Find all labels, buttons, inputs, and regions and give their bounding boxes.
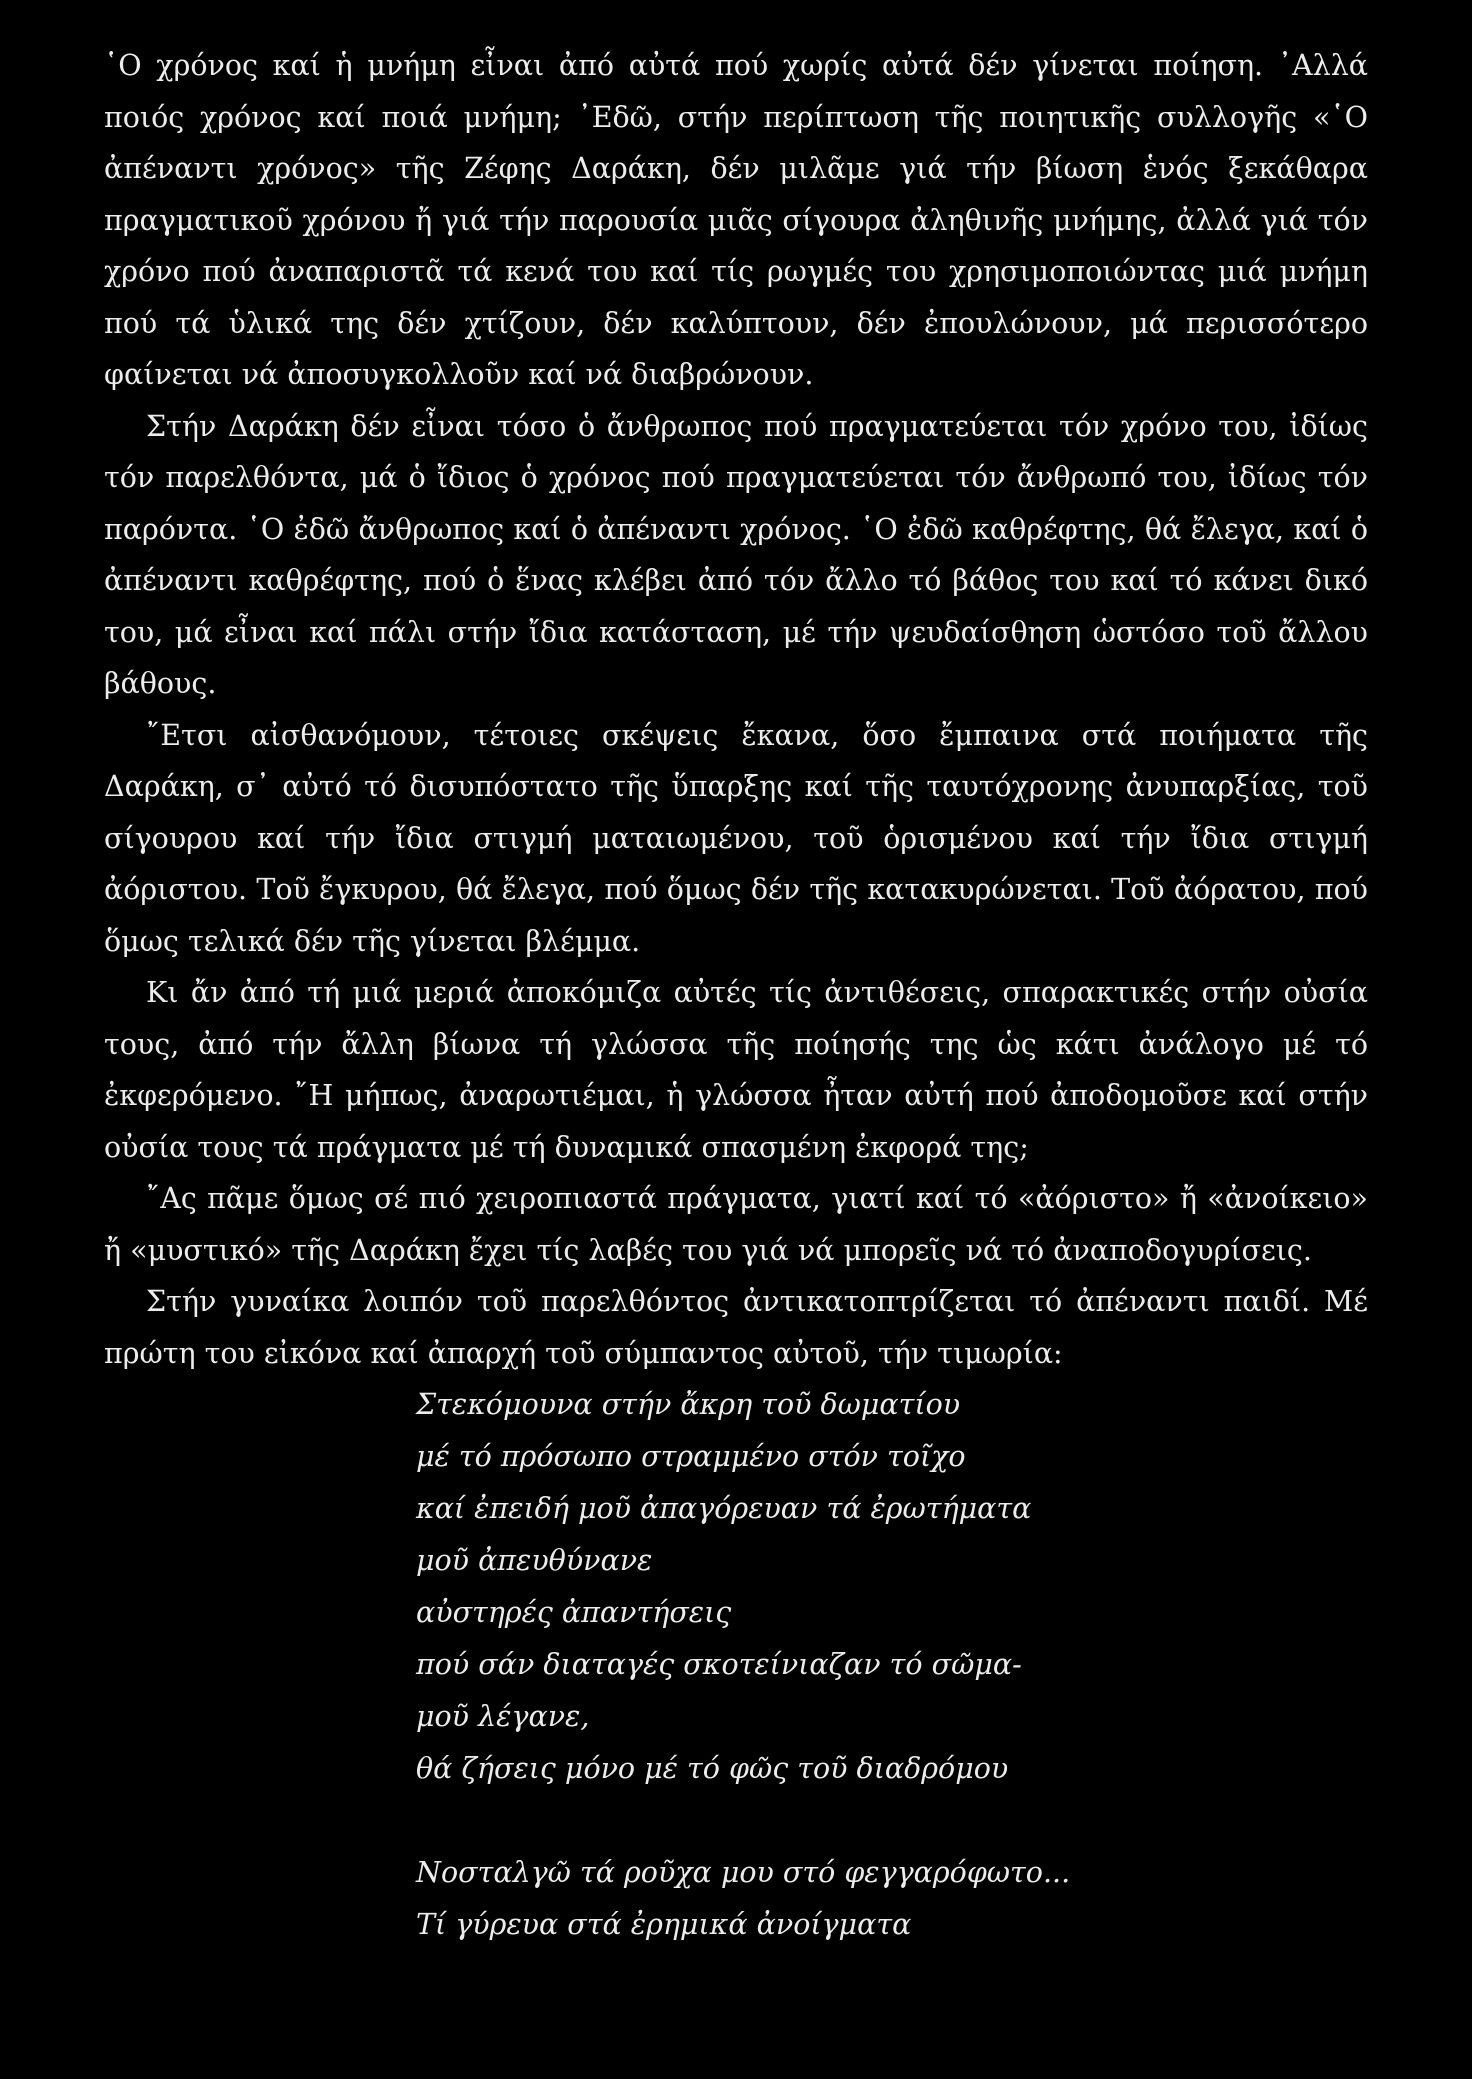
essay-text [104, 40, 1368, 1379]
poem-line: Στεκόμουνα στήν ἄκρη τοῦ δωματίου [416, 1388, 961, 1421]
poem-line: Νοσταλγῶ τά ροῦχα μου στό φεγγαρόφωτο... [416, 1856, 1071, 1889]
paragraph-5: ῎Ας πᾶμε ὅμως σέ πιό χειροπιαστά πράγματα, γιατί καί τό «ἀόριστο» ἤ «ἀνοίκειο» ἤ «μυστικό» τῆς Δαράκη ἔχει τίς λαβές του γιά νά μπορεῖς νά τό ἀναποδογυρίσεις. [104, 1182, 1368, 1267]
poem-line: μοῦ λέγανε, [416, 1700, 590, 1733]
paragraph-6: Στήν γυναίκα λοιπόν τοῦ παρελθόντος ἀντικατοπτρίζεται τό ἀπέναντι παιδί. Μέ πρώτη του εἰκόνα καί ἀπαρχή τοῦ σύμπαντος αὐτοῦ, τήν τιμωρία: [104, 1285, 1368, 1370]
paragraph-3: ῎Ετσι αἰσθανόμουν, τέτοιες σκέψεις ἔκανα, ὅσο ἔμπαινα στά ποιήματα τῆς Δαράκη, σ᾿ αὐτό τό δισυπόστατο τῆς ὕπαρξης καί τῆς ταυτόχρονης ἀνυπαρξίας, τοῦ σίγουρου καί τήν ἴδια στιγμή ματαιωμένου, τοῦ ὁρισμένου καί τήν ἴδια στιγμή ἀόριστου. Τοῦ ἔγκυρου, θά ἔλεγα, πού ὅμως δέν τῆς κατακυρώνεται. Τοῦ ἀόρατου, πού ὅμως τελικά δέν τῆς γίνεται βλέμμα. [104, 718, 1368, 958]
poem-line: καί ἐπειδή μοῦ ἀπαγόρευαν τά ἐρωτήματα [416, 1492, 1032, 1525]
paragraph-4: Κι ἄν ἀπό τή μιά μεριά ἀποκόμιζα αὐτές τίς ἀντιθέσεις, σπαρακτικές στήν οὐσία τους, ἀπό τήν ἄλλη βίωνα τή γλώσσα τῆς ποίησής της ὡς κάτι ἀνάλογο μέ τό ἐκφερόμενο. ῎Η μήπως, ἀναρωτιέμαι, ἡ γλώσσα ἦταν αὐτή πού ἀποδομοῦσε καί στήν οὐσία τους τά πράγματα μέ τή δυναμικά σπασμένη ἐκφορά της; [104, 976, 1368, 1164]
paragraph-1: ῾Ο χρόνος καί ἡ μνήμη εἶναι ἀπό αὐτά πού χωρίς αὐτά δέν γίνεται ποίηση. ᾿Αλλά ποιός χρόνος καί ποιά μνήμη; ᾿Εδῶ, στήν περίπτωση τῆς ποιητικῆς συλλογῆς «῾Ο ἀπέναντι χρόνος» τῆς Ζέφης Δαράκη, δέν μιλᾶμε γιά τήν βίωση ἑνός ξεκάθαρα πραγματικοῦ χρόνου ἤ γιά τήν παρουσία μιᾶς σίγουρα ἀληθινῆς μνήμης, ἀλλά γιά τόν χρόνο πού ἀναπαριστᾶ τά κενά του καί τίς ρωγμές του χρησιμοποιώντας μιά μνήμη πού τά ὑλικά της δέν χτίζουν, δέν καλύπτουν, δέν ἐπουλώνουν, μά περισσότερο φαίνεται νά ἀποσυγκολλοῦν καί νά διαβρώνουν. [104, 49, 1368, 391]
poem-quote [416, 1379, 1368, 1951]
poem-line: μοῦ ἀπευθύνανε [416, 1544, 653, 1577]
paragraph-2: Στήν Δαράκη δέν εἶναι τόσο ὁ ἄνθρωπος πού πραγματεύεται τόν χρόνο του, ἰδίως τόν παρελθόντα, μά ὁ ἴδιος ὁ χρόνος πού πραγματεύεται τόν ἄνθρωπό του, ἰδίως τόν παρόντα. ῾Ο ἐδῶ ἄνθρωπος καί ὁ ἀπέναντι χρόνος. ῾Ο ἐδῶ καθρέφτης, θά ἔλεγα, καί ὁ ἀπέναντι καθρέφτης, πού ὁ ἕνας κλέβει ἀπό τόν ἄλλο τό βάθος του καί τό κάνει δικό του, μά εἶναι καί πάλι στήν ἴδια κατάσταση, μέ τήν ψευδαίσθηση ὡστόσο τοῦ ἄλλου βάθους. [104, 409, 1368, 700]
poem-line: Τί γύρευα στά ἐρημικά ἀνοίγματα [416, 1908, 912, 1941]
poem-line: θά ζήσεις μόνο μέ τό φῶς τοῦ διαδρόμου [416, 1752, 1009, 1785]
poem-line: πού σάν διαταγές σκοτείνιαζαν τό σῶμα- [416, 1648, 1022, 1681]
stanza-break [416, 1795, 1368, 1847]
poem-line: μέ τό πρόσωπο στραμμένο στόν τοῖχο [416, 1440, 966, 1473]
poem-line: αὐστηρές ἀπαντήσεις [416, 1596, 732, 1629]
